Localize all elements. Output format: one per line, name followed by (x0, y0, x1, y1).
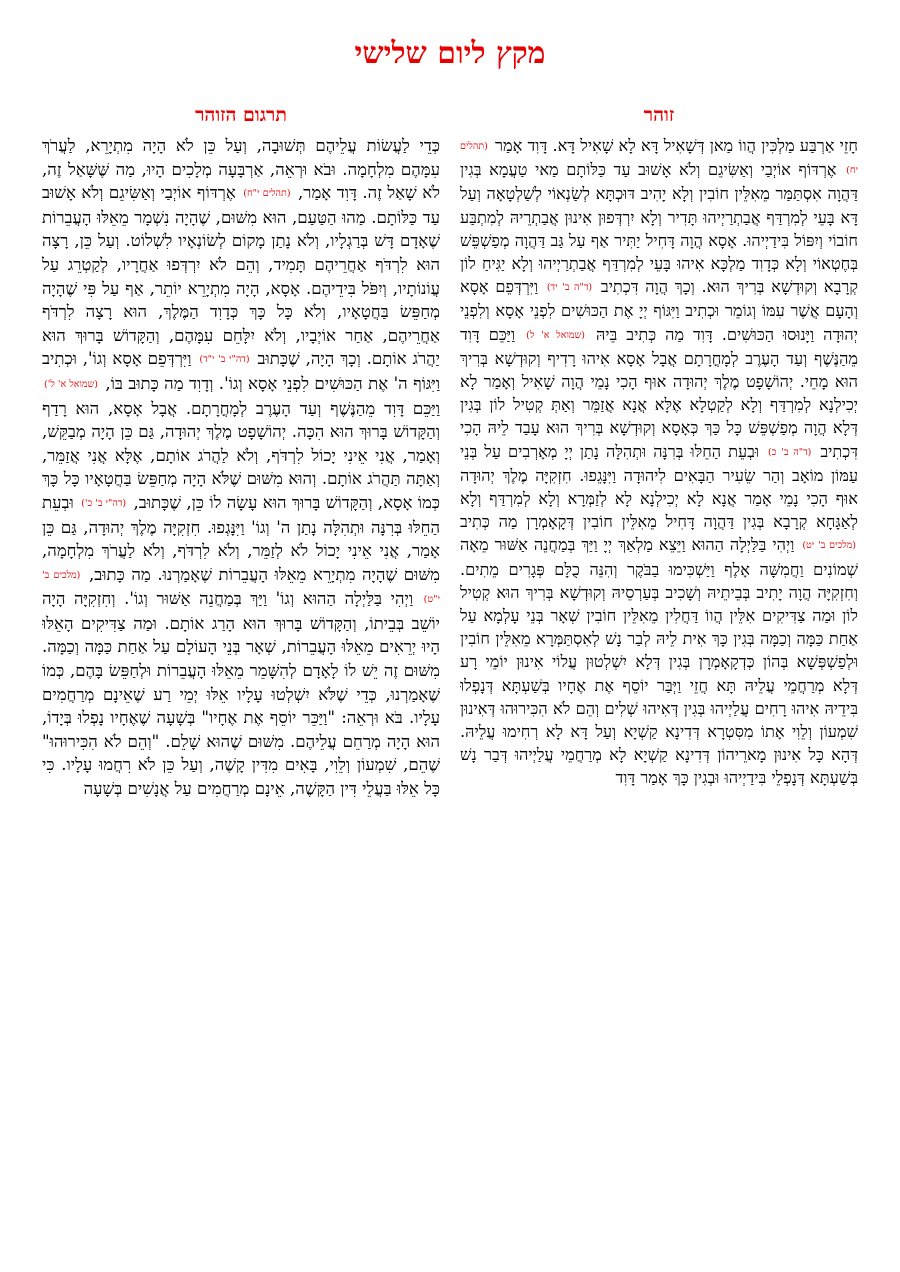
zohar-text (460, 134, 858, 790)
targum-text (42, 134, 440, 801)
zohar-verse-reference: (ד"ה ב' כ) (768, 446, 812, 458)
targum-heading: תרגום הזוהר (195, 104, 287, 126)
zohar-text-segment: אֶרְדּוֹף אוֹיְבַי וְאַשִּׂיגֵם וְלֹא אָשׁוּב עַד כַּלּוֹתָם מַאי טַעֲמָא בְּגִין דַּהֲוָה אִסְתַּמַּר מֵאִלֵּין חוֹבִין וְלָא יָהִיב דּוּכְתָּא לְשַׂנְאוֹי לְשַׁלְטָאָה וְעַל דָּא בָּעֵי לְמִרְדַּף אֲבַתְרַיְיהוּ תָּדִיר וְלָא יִרְדְּפוּן אִינוּן אֲבַתְרֵיהּ לְמִתְבַּע חוֹבוֹי וְיִפּוֹל בִּידַיְיהוּ. אָסָא הֲוָה דָּחִיל יַתִּיר אַף עַל גַּב דַּהֲוָה מְפַשְׁפֵּשׁ בְּחֶטְאוֹי וְלָא כְּדָוִד מַלְכָּא אִיהוּ בָּעֵי לְמִרְדַּף אֲבַתְרַיְיהוּ וְלָא יַגִּיחַ לוֹן קְרָבָא וְקוּדְשָׁא בְּרִיךְ הוּא. וְכָךְ הֲוָה דִּכְתִיב (460, 160, 858, 297)
zohar-column (460, 102, 858, 1262)
zohar-heading: זוהר (643, 104, 675, 126)
targum-text-segment: וַיִּרְדְּפֵם אָסָא וְגוֹ', וּכְתִיב וַיִּגּוֹף ה' אֶת הַכּוּשִׁים לִפְנֵי אָסָא וְגוֹ'. וְדָוִד מַה כָּתוּב בּוֹ, (42, 349, 440, 393)
zohar-verse-reference: (תהלים יח) (460, 141, 858, 177)
targum-verse-reference: (מלכים ב' י"ט) (42, 569, 440, 606)
zohar-text-segment: וַיְהִי בַּלַּיְלָה הַהוּא וַיֵּצֵא מַלְאַךְ יְיָ וַיַּךְ בְּמַחֲנֵה אַשּׁוּר מֵאָה שְׁמוֹנִים וַחֲמִשָּׁה אָלֶף וַיַּשְׁכִּימוּ בַבֹּקֶר וְהִנֵּה כֻלָּם פְּגָרִים מֵתִים. וְחִזְקִיָּה הֲוָה יָתִיב בְּבֵיתֵיהּ וְשָׁכִיב בְּעַרְסֵיהּ וְקוּדְשָׁא בְּרִיךְ הוּא קְטִיל לוֹן וּמַה צַדִּיקִים אִלֵּין הֲווֹ דַּחֲלִין מֵאִלֵּין חוֹבִין שְׁאָר בְּנֵי עָלְמָא עַל אַחַת כַּמָּה וְכַמָּה בְּגִין כָּךְ אִית לֵיהּ לְבַר נָשׁ לְאִסְתַּמְּרָא מֵאִלֵּין חוֹבִין וּלְפַשְׁפְּשָׁא בְּהוֹן כְּדְקָאָמְרָן בְּגִין דְּלָא יִשְׁלְטוּן עֲלוֹי אִינוּן יוֹמֵי רָע דְּלָא מְרַחֲמֵי עֲלֵיהּ תָּא חֲזֵי וַיְּבַּר יוֹסֵף אֶת אֶחָיו בְּשַׁעְתָּא דְּנָפְלוּ בִּידֵיהּ אִיהוּ רָחִים עֲלַיְיהוּ בְּגִין דְּאִיהוּ שְׁלִים וְהֵם לֹא הִכִּירוּהוּ דְּאִינוּן שִׁמְעוֹן וְלֵוִי אָתוֹ מִסִּטְרָא דְּדִינָא קַשְׁיָא וְעַל דָּא לָא רְחִימוּ עֲלֵיהּ. דְּהָא כָּל אִינוּן מָארֵיהוֹן דְּדִינָא קַשְׁיָא לָא מְרַחֲמֵי עֲלַיְיהוּ דְּבַר נָשׁ בְּשַׁעְתָּא דְּנָפְלֵי בִּידַיְיהוּ וּבְגִין כָּךְ אָמַר דָּוִד (460, 535, 858, 788)
targum-verse-reference: (דה"י ב' כ') (81, 497, 127, 509)
targum-verse-reference: (תהלים י"ח) (243, 188, 291, 200)
zohar-text-segment: וּבְעֵת הַחֵלּוּ בְּרִנָּה וּתְהִלָּה נָתַן יְיָ מְאָרְבִים עַל בְּנֵי עַמּוֹן מוֹאָב וְהַר שֵׂעִיר הַבָּאִים לִיהוּדָה וַיִּנָּגֵפוּ. חִזְקִיָּה מֶלֶךְ יְהוּדָה אוּף הָכִי נָמֵי אָמַר אֲנָא לָא יְכִילְנָא לָא לְזַמְּרָא וְלָא לְמִרְדַּף וְלָא לְאַגָּחָא קְרָבָא בְּגִין דַּהֲוָה דָּחִיל מֵאִלֵּין חוֹבִין דְּקָאָמְרָן מַה כְּתִיב (460, 441, 858, 532)
targum-verse-reference: (שמואל א' ל') (44, 378, 98, 390)
zohar-text-segment: וַיִּרְדְּפֵם אָסָא וְהָעָם אֲשֶׁר עִמּוֹ וְגוֹמֵר וּכְתִיב וַיִּגּוֹף יְיָ אֶת הַכּוּשִׁים לִפְנֵי אָסָא וְלִפְנֵי יְהוּדָה וַיָּנוּסוּ הַכּוּשִׁים. דָּוִד מַה כְּתִיב בֵּיהּ (460, 277, 858, 344)
targum-text-segment: וּבְעֵת הַחֵלּוּ בְּרִנָּה וּתְהִלָּה נָתַן ה' וְגוֹ' וַיִּנָּגְפוּ. חִזְקִיָּה מֶלֶךְ יְהוּדָה, גַּם כֵּן אָמַר, אֲנִי אֵינִי יָכוֹל לֹא לְזַמֵּר, וְלֹא לִרְדֹּף, וְלֹא לַעֲרֹךְ מִלְחָמָה, מִשּׁוּם שֶׁהָיָה מִתְיָרֵא מֵאֵלּוּ הָעֲבֵרוֹת שֶׁאָמַרְנוּ. מַה כָּתוּב, (42, 492, 440, 584)
zohar-verse-reference: (שמואל א' ל) (526, 329, 585, 341)
targum-text-segment: אֶרְדּוֹף אוֹיְבַי וְאַשִּׂיגֵם וְלֹא אָשׁוּב עַד כַּלּוֹתָם. מַהוּ הַטַּעַם, הוּא מִשּׁוּם, שֶׁהָיָה נִשְׁמָר מֵאֵלּוּ הָעֲבֵרוֹת שֶׁאָדָם דָּשׁ בְּרַגְלָיו, וְלֹא נָתַן מָקוֹם לְשׂוֹנְאָיו לִשְׁלוֹט. וְעַל כֵּן, רָצָה הוּא לִרְדֹּף אַחֲרֵיהֶם תָּמִיד, וְהֵם לֹא יִרְדְּפוּ אַחֲרָיו, לְקַטְרֵג עַל עֲוֹנוֹתָיו, וְיִפֹּל בִּידֵיהֶם. אָסָא, הָיָה מִתְיָרֵא יוֹתֵר, אַף עַל פִּי שֶׁהָיָה מְחַפֵּשׂ בַּחֲטָאָיו, וְלֹא כָּל כָּךְ כְּדָוִד הַמֶּלֶךְ, הוּא רָצָה לִרְדֹּף אַחֲרֵיהֶם, אַחַר אוֹיְבָיו, וְלֹא יִלָּחֵם עִמָּהֶם, וְהַקָּדוֹשׁ בָּרוּךְ הוּא יַהֲרֹג אוֹתָם. וְכָךְ הָיָה, שֶׁכָּתוּב (42, 183, 440, 369)
zohar-verse-reference: (מלכים ב' יט) (802, 540, 856, 552)
targum-text-segment: כְּדֵי לַעֲשׂוֹת עֲלֵיהֶם תְּשׁוּבָה, וְעַל כֵּן לֹא הָיָה מִתְיָרֵא, לַעֲרֹךְ עִמָּהֶם מִלְחָמָה. וּבֹא וּרְאֵה, אַרְבָּעָה מְלָכִים הָיוּ, מַה שֶּׁשָּׁאַל זֶה, לֹא שָׁאַל זֶה. דָּוִד אָמַר, (42, 136, 440, 203)
targum-text-segment: וַיַּכֵּם דָּוִד מֵהַנֶּשֶׁף וְעַד הָעֶרֶב לְמָחֳרָתָם. אֲבָל אָסָא, הוּא רָדַף וְהַקָּדוֹשׁ בָּרוּךְ הוּא הִכָּה. יְהוֹשָׁפָט מֶלֶךְ יְהוּדָה, גַּם כֵּן הָיָה מְבַקֵּשׁ, וְאָמַר, אֲנִי אֵינִי יָכוֹל לִרְדֹּף, וְלֹא לַהֲרֹג אוֹתָם, אֶלָּא אֲנִי אֲזַמֵּר, וְאַתָּה תַּהֲרֹג אוֹתָם. וְהוּא מִשּׁוּם שֶׁלֹּא הָיָה מְחַפֵּשׂ בַּחֲטָאָיו כָּל כָּךְ כְּמוֹ אָסָא, וְהַקָּדוֹשׁ בָּרוּךְ הוּא עָשָׂה לוֹ כֵּן, שֶׁכָּתוּב, (42, 398, 440, 512)
page-title: מקץ ליום שלישי (354, 36, 546, 71)
targum-column (42, 102, 440, 1262)
targum-verse-reference: (דה"י ב' י"ד) (199, 354, 250, 366)
zohar-text-segment: חָזֵי אַרְבַּע מַלְכִּין הֲווֹ מַאן דְּשָׁאִיל דָּא לָא שָׁאִיל דָּא. דָּוִד אָמַר (495, 136, 858, 155)
targum-text-segment: וַיְהִי בַּלַּיְלָה הַהוּא וְגוֹ' וַיַּךְ בְּמַחֲנֵה אַשּׁוּר וְגוֹ'. וְחִזְקִיָּה הָיָה יוֹשֵׁב בְּבֵיתוֹ, וְהַקָּדוֹשׁ בָּרוּךְ הוּא הָרַג אוֹתָם. וּמַה צַדִּיקִים הָאֵלּוּ הָיוּ יְרֵאִים מֵאֵלּוּ הָעֲבֵרוֹת, שְׁאָר בְּנֵי הָעוֹלָם עַל אַחַת כַּמָּה וְכַמָּה. מִשּׁוּם זֶה יֵשׁ לוֹ לָאָדָם לְהִשָּׁמֵר מֵאֵלּוּ הָעֲבֵרוֹת וּלְחַפֵּשׂ בָּהֶם, כְּמוֹ שֶׁאָמַרְנוּ, כְּדֵי שֶׁלֹּא יִשְׁלְטוּ עָלָיו אֵלּוּ יְמֵי רַע שֶׁאֵינָם מְרַחֲמִים עָלָיו. בֹּא וּרְאֵה: "וַיַּכֵּר יוֹסֵף אֶת אֶחָיו" בְּשָׁעָה שֶׁאֶחָיו נָפְלוּ בְּיָדוֹ, הוּא הָיָה מְרַחֵם עֲלֵיהֶם. מִשּׁוּם שֶׁהוּא שָׁלֵם. "וְהֵם לֹא הִכִּירוּהוּ" שֶׁהֵם, שִׁמְעוֹן וְלֵוִי, בָּאִים מִדִּין קָשֶׁה, וְעַל כֵּן לֹא רִחֲמוּ עָלָיו. כִּי כָּל אֵלּוּ בַּעֲלֵי דִּין הַקָּשֶׁה, אֵינָם מְרַחֲמִים עַל אֲנָשִׁים בְּשָׁעָה (42, 589, 440, 799)
zohar-verse-reference: (ד"ה ב' יד) (546, 282, 593, 294)
zohar-text-segment: וַיַּכֵּם דָּוִד מֵהַנֶּשֶׁף וְעַד הָעֶרֶב לְמָחֳרָתָם אֲבָל אָסָא אִיהוּ רָדִיף וְקוּדְשָׁא בְּרִיךְ הוּא מָחֵי. יְהוֹשָׁפָט מֶלֶךְ יְהוּדָה אוּף הָכִי נָמֵי הֲוָה שָׁאִיל וְאָמַר לָא יְכִילְנָא לְמִרְדַּף וְלָא לְקַטְלָא אֶלָּא אֲנָא אֲזַמֵּר וְאַתְּ קְטִיל לוֹן בְּגִין דְּלָא הֲוָה מְפַשְׁפֵּשׁ כָּל כַּךְ כְּאָסָא וְקוּדְשָׁא בְּרִיךְ הוּא עָבַד לֵיהּ הָכִי דִּכְתִיב (460, 324, 858, 461)
